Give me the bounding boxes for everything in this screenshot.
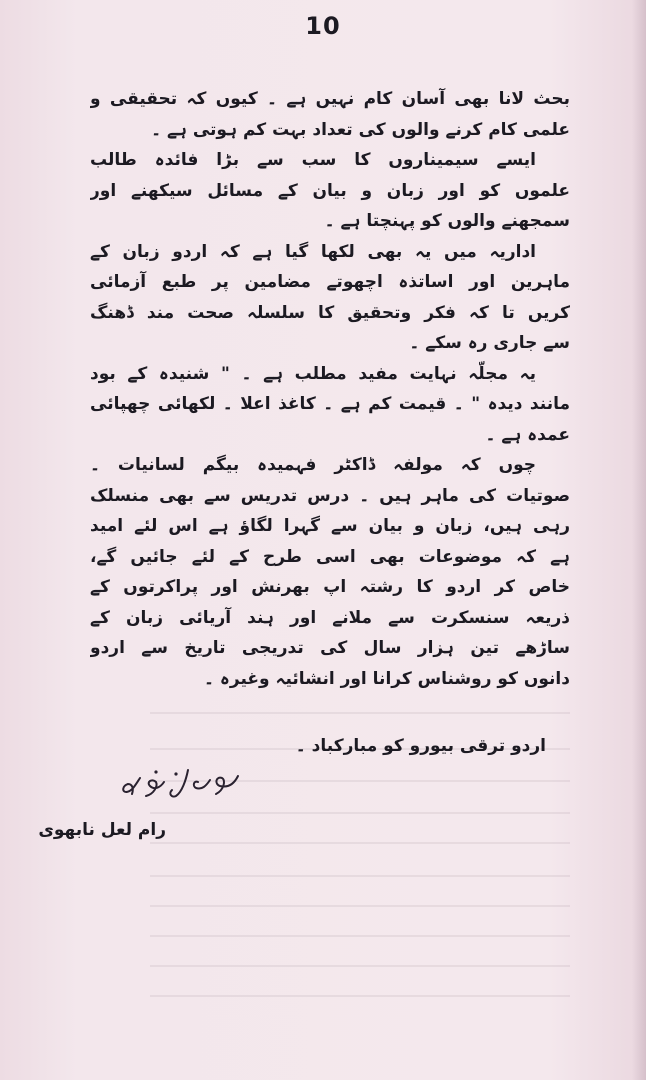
text-line: سمجھنے والوں کو پہنچتا ہے ۔ (324, 211, 570, 231)
show-through-line (150, 905, 570, 907)
text-line: رہی ہیں، زبان و بیان سے گہرا لگاؤ ہے اس لئے امید (90, 516, 570, 536)
page-number: 10 (305, 12, 341, 40)
text-line: اداریہ میں یہ بھی لکھا گیا ہے کہ اردو زبان کے (90, 241, 536, 262)
text-line: ہے کہ موضوعات بھی اسی طرح کے لئے جائیں گے، (90, 546, 570, 567)
text-line: خاص کر اردو کا رشتہ اپ بھرنش اور پراکرتوں کے (90, 577, 570, 597)
text-line: ساڑھے تین ہزار سال کی تدریجی تاریخ سے اردو (90, 638, 570, 658)
handwritten-signature (116, 762, 246, 812)
show-through-line (150, 875, 570, 877)
text-line: ایسے سیمیناروں کا سب سے بڑا فائدہ طالب (90, 150, 536, 170)
text-line: یہ مجلّہ نہایت مفید مطلب ہے ۔ " شنیدہ کے بود (90, 363, 536, 384)
page-edge-shadow (632, 0, 646, 1080)
show-through-line (150, 712, 570, 714)
text-line: سے جاری رہ سکے ۔ (409, 333, 570, 353)
show-through-line (150, 935, 570, 937)
article-body (90, 84, 570, 694)
show-through-line (150, 812, 570, 814)
text-line: علمی کام کرنے والوں کی تعداد بہت کم ہوتی ہے ۔ (151, 119, 570, 140)
text-line: مانند دیدہ " ۔ قیمت کم ہے ۔ کاغذ اعلا ۔ لکھائی چھپائی (90, 394, 570, 414)
text-line: علموں کو اور زبان و بیان کے مسائل سیکھنے اور (90, 180, 570, 201)
show-through-line (150, 965, 570, 967)
text-line: چوں کہ مولفہ ڈاکٹر فہمیدہ بیگم لسانیات ۔ (90, 455, 536, 475)
text-line: ذریعہ سنسکرت سے ملانے اور ہند آریائی زبان کے (90, 607, 570, 628)
author-name: رام لعل نابھوی (38, 820, 166, 840)
text-line: صوتیات کی ماہر ہیں ۔ درس تدریس سے بھی منسلک (90, 485, 570, 506)
text-line: ماہرین اور اساتذہ اچھوتے مضامین پر طبع آزمائی (90, 272, 570, 292)
text-line: دانوں کو روشناس کرانا اور انشائیہ وغیرہ ۔ (204, 668, 570, 689)
text-line: کریں تا کہ فکر وتحقیق کا سلسلہ صحت مند ڈھنگ (90, 302, 570, 323)
text-line: عمدہ ہے ۔ (485, 424, 570, 445)
show-through-line (150, 995, 570, 997)
text-line: بحث لانا بھی آسان کام نہیں ہے ۔ کیوں کہ تحقیقی و (90, 89, 570, 109)
show-through-line (150, 842, 570, 844)
closing-line: اردو ترقی بیورو کو مبارکباد ۔ (295, 736, 546, 756)
